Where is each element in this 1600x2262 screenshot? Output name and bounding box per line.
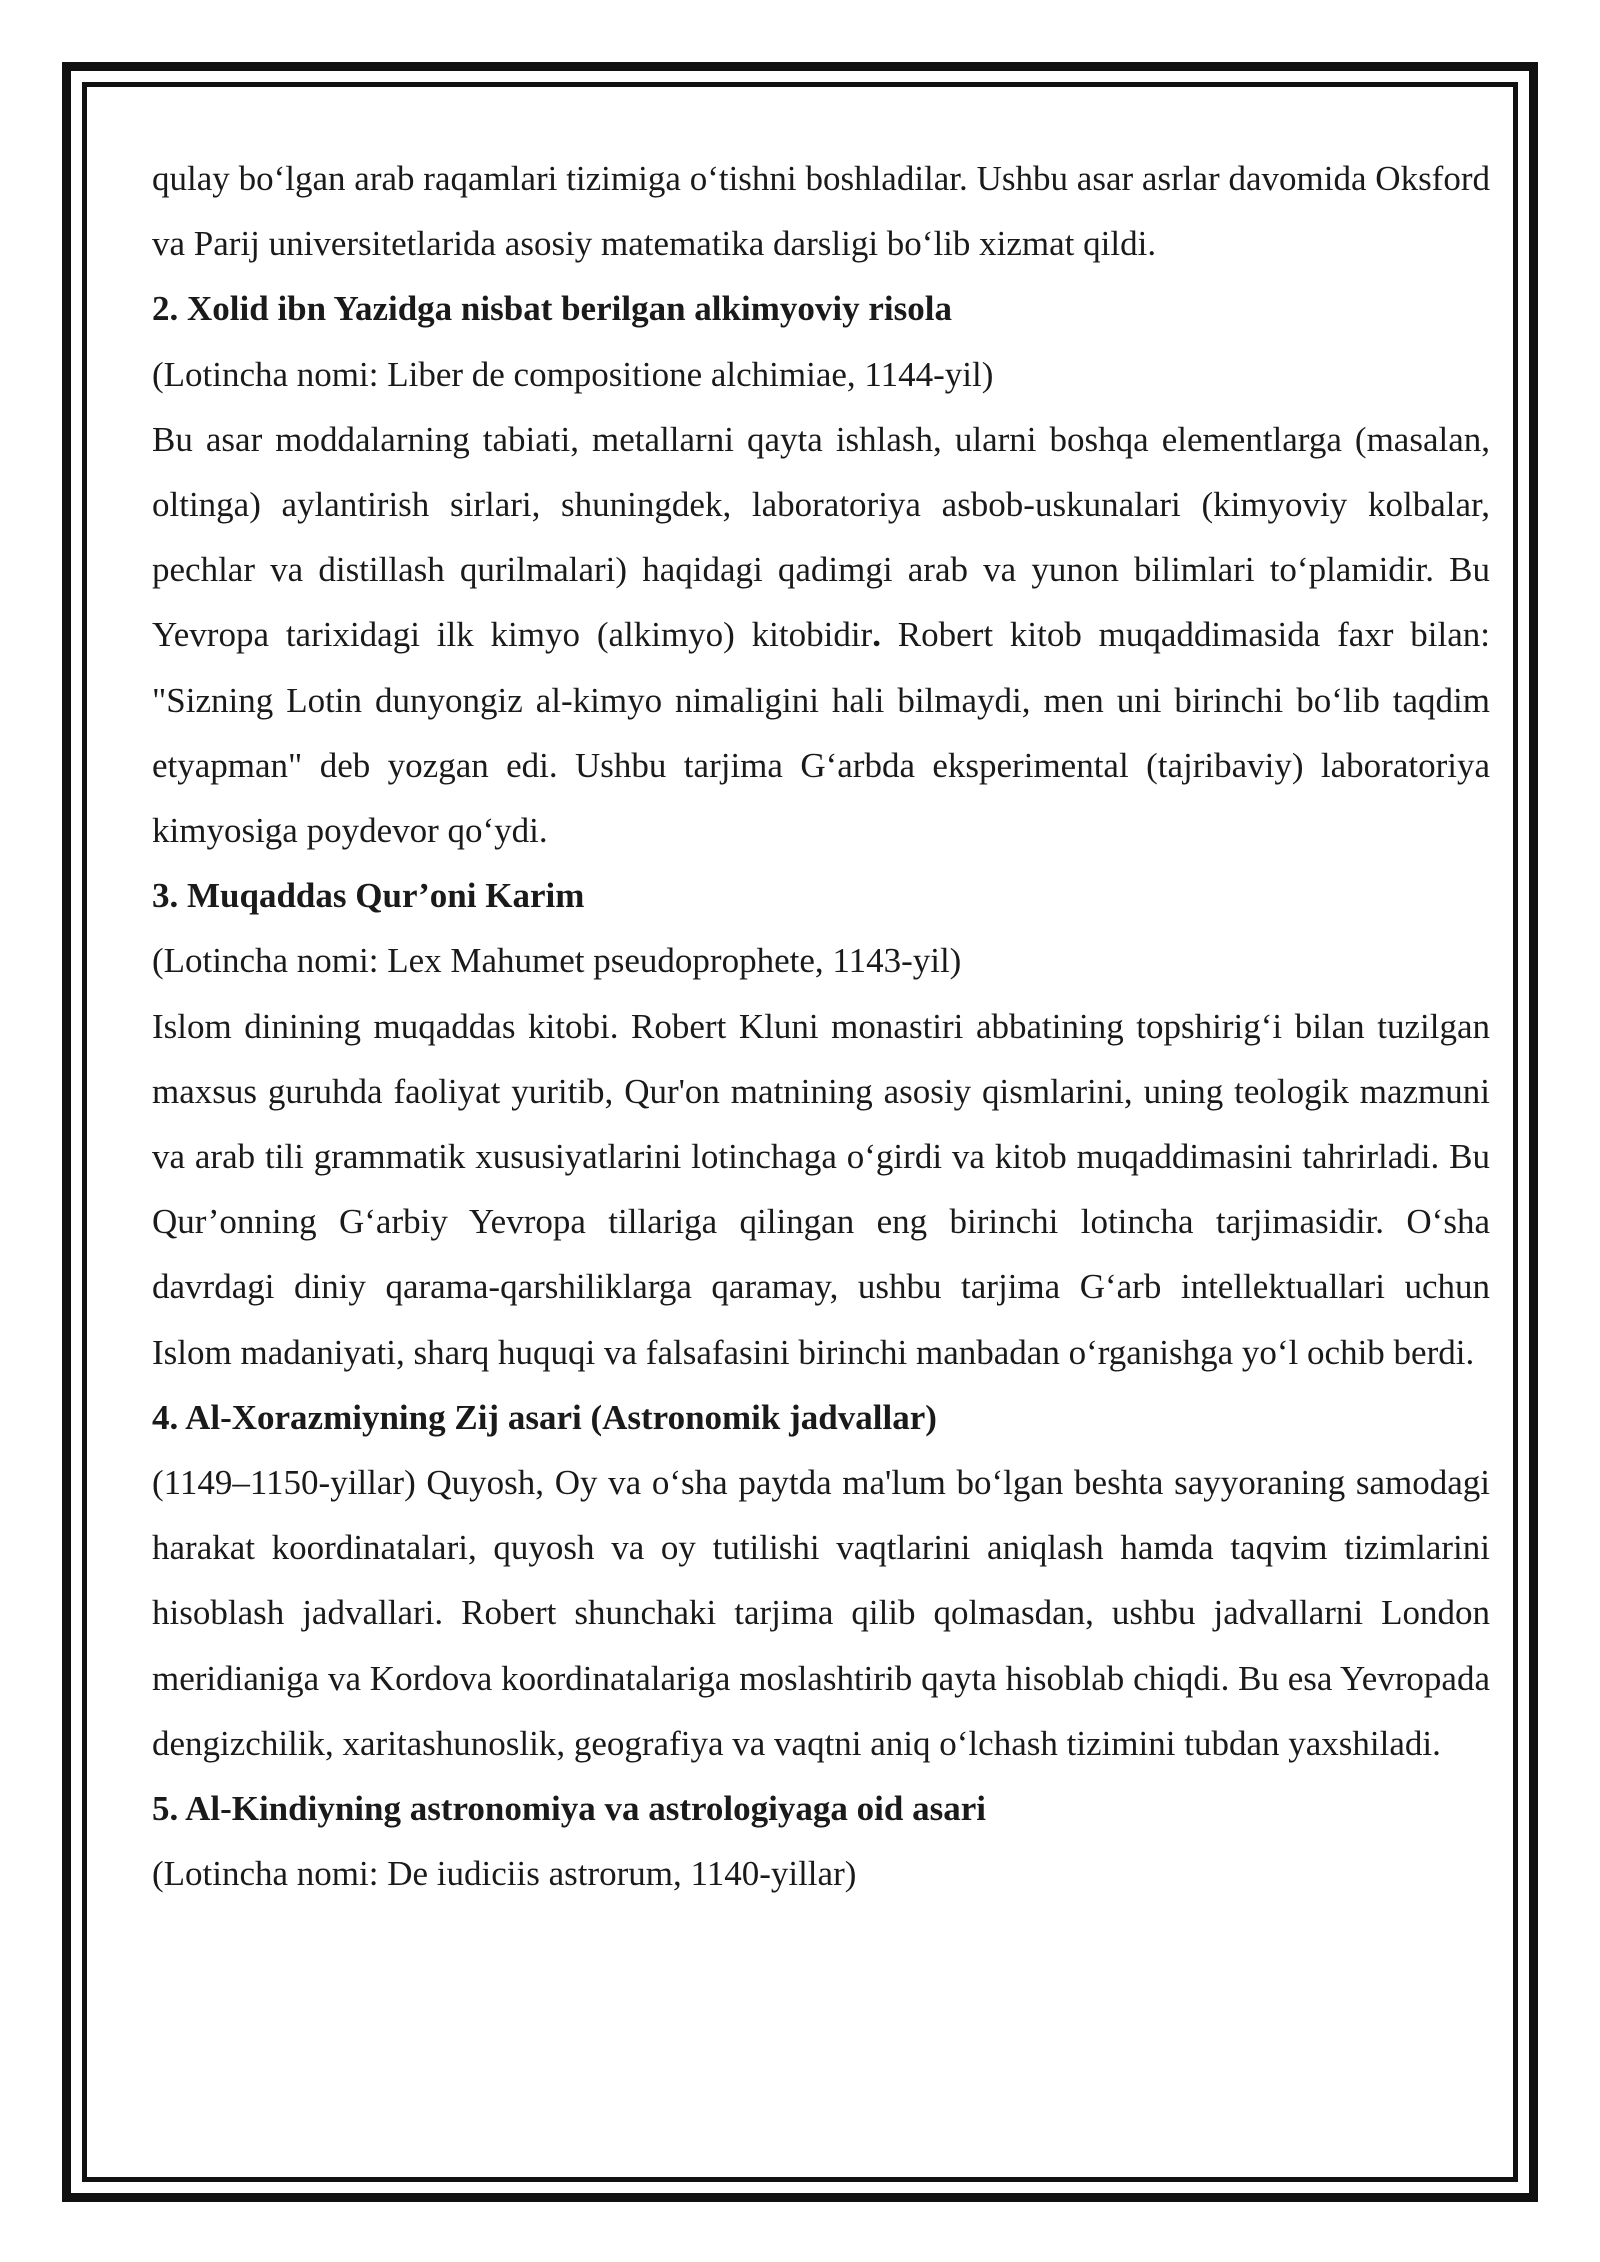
section-4-heading: 4. Al-Xorazmiyning Zij asari (Astronomik jadvallar) <box>152 1397 937 1437</box>
section-2-heading: 2. Xolid ibn Yazidga nisbat berilgan alkimyoviy risola <box>152 289 952 329</box>
section-2-body-bold-period: . <box>872 615 881 655</box>
section-3-latin-title: (Lotincha nomi: Lex Mahumet pseudoprophete, 1143-yil) <box>152 941 962 981</box>
section-5-heading: 5. Al-Kindiyning astronomiya va astrologiyaga oid asari <box>152 1789 986 1829</box>
intro-paragraph: qulay bo‘lgan arab raqamlari tizimiga o‘tishni boshladilar. Ushbu asar asrlar davomida Oksford va Parij universitetlarida asosiy matematika darsligi bo‘lib xizmat qildi. <box>152 159 1490 264</box>
section-3-body: Islom dinining muqaddas kitobi. Robert Kluni monastiri abbatining topshirig‘i bilan tuzilgan maxsus guruhda faoliyat yuritib, Qur'on matnining asosiy qismlarini, uning teologik mazmuni va arab tili grammatik xususiyatlarini lotinchaga o‘girdi va kitob muqaddimasini tahrirladi. Bu Qur’onning G‘arbiy Yevropa tillariga qilingan eng birinchi lotincha tarjimasidir. O‘sha davrdagi diniy qarama-qarshiliklarga qaramay, ushbu tarjima G‘arb intellektuallari uchun Islom madaniyati, sharq huquqi va falsafasini birinchi manbadan o‘rganishga yo‘l ochib berdi. <box>152 1006 1490 1372</box>
section-2-body <box>152 407 1490 863</box>
section-5-latin-title: (Lotincha nomi: De iudiciis astrorum, 1140-yillar) <box>152 1854 857 1894</box>
section-2-body-part2: Robert kitob muqaddimasida faxr bilan: "Sizning Lotin dunyongiz al-kimyo nimaligini hali bilmaydi, men uni birinchi bo‘lib taqdim etyapman" deb yozgan edi. Ushbu tarjima G‘arbda eksperimental (tajribaviy) laboratoriya kimyosiga poydevor qo‘ydi. <box>152 615 1490 851</box>
section-2-latin-title: (Lotincha nomi: Liber de compositione alchimiae, 1144-yil) <box>152 354 994 394</box>
section-3-heading: 3. Muqaddas Qur’oni Karim <box>152 876 585 916</box>
section-4-body: (1149–1150-yillar) Quyosh, Oy va o‘sha paytda ma'lum bo‘lgan beshta sayyoraning samodagi harakat koordinatalari, quyosh va oy tutilishi vaqtlarini aniqlash hamda taqvim tizimlarini hisoblash jadvallari. Robert shunchaki tarjima qilib qolmasdan, ushbu jadvallarni London meridianiga va Kordova koordinatalariga moslashtirib qayta hisoblab chiqdi. Bu esa Yevropada dengizchilik, xaritashunoslik, geografiya va vaqtni aniq o‘lchash tizimini tubdan yaxshiladi. <box>152 1463 1490 1763</box>
section-2-body-part1: Bu asar moddalarning tabiati, metallarni qayta ishlash, ularni boshqa elementlarga (masalan, oltinga) aylantirish sirlari, shuningdek, laboratoriya asbob-uskunalari (kimyoviy kolbalar, pechlar va distillash qurilmalari) haqidagi qadimgi arab va yunon bilimlari to‘plamidir. Bu Yevropa tarixidagi ilk kimyo (alkimyo) kitobidir <box>152 419 1490 655</box>
document-content <box>152 146 1490 1906</box>
